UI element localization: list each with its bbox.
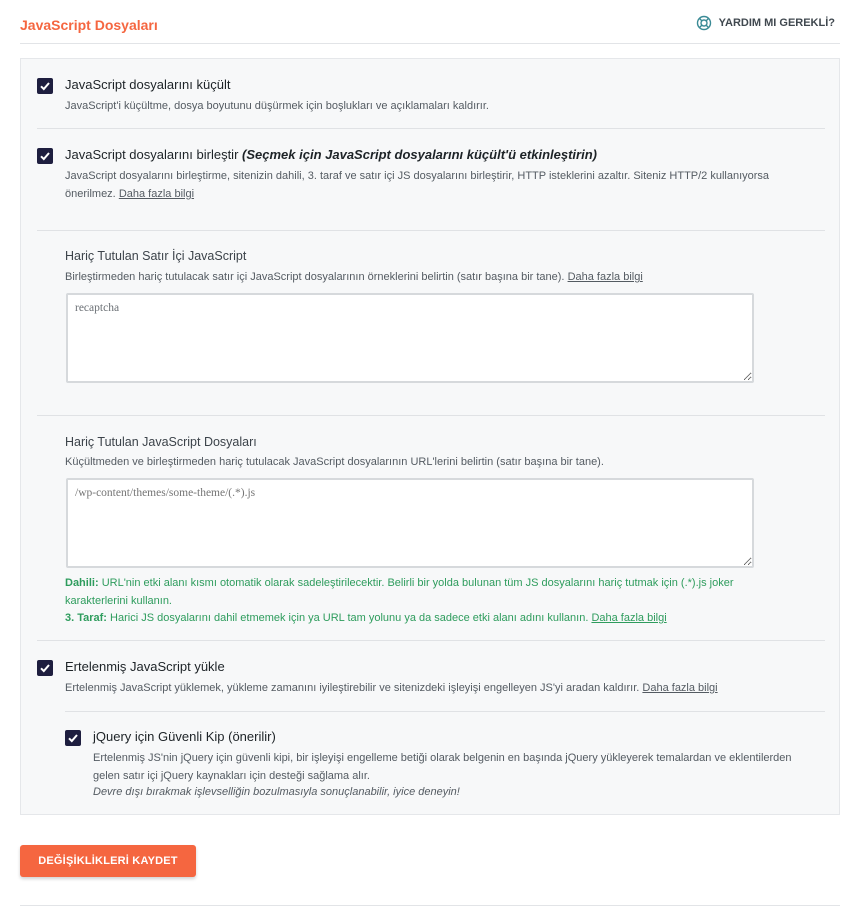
divider (37, 230, 825, 231)
internal-note-text: URL'nin etki alanı kısmı otomatik olarak sadeleştirilecektir. Belirli bir yolda bulunan tüm JS dosyalarını hariç tutmak için (.*).js joker karakterlerini kullanın. (65, 577, 734, 607)
internal-note-label: Dahili: (65, 577, 99, 589)
divider (65, 711, 825, 712)
help-label: YARDIM MI GEREKLİ? (718, 17, 835, 29)
help-link[interactable] (696, 15, 835, 31)
checkmark-icon (39, 150, 51, 162)
checkmark-icon (39, 80, 51, 92)
excluded-inline-description (65, 268, 805, 286)
excluded-files-description: Küçültmeden ve birleştirmeden hariç tutulacak JavaScript dosyalarının URL'lerini belirtin (satır başına bir tane). (65, 456, 604, 468)
defer-description-text: Ertelenmiş JavaScript yüklemek, yükleme zamanını iyileştirebilir ve sitenizdeki işleyişi engelleyen JS'yi aradan kaldırır. (65, 682, 640, 694)
minify-description: JavaScript'i küçültme, dosya boyutunu düşürmek için boşlukları ve açıklamaları kaldırır. (65, 100, 489, 112)
excluded-inline-description-text: Birleştirmeden hariç tutulacak satır içi JavaScript dosyalarının örneklerini belirtin (satır başına bir tane). (65, 271, 565, 283)
excluded-inline-more-info-link[interactable]: Daha fazla bilgi (567, 271, 643, 283)
excluded-files-title: Hariç Tutulan JavaScript Dosyaları (65, 435, 257, 449)
divider (37, 128, 825, 129)
excluded-files-textarea[interactable] (66, 478, 754, 568)
checkmark-icon (39, 662, 51, 674)
lifebuoy-icon (696, 15, 712, 31)
section-header (20, 0, 840, 44)
footer-divider (20, 905, 840, 906)
minify-label[interactable]: JavaScript dosyalarını küçült (65, 77, 231, 92)
excluded-files-3rd-note (65, 609, 805, 627)
defer-checkbox[interactable] (37, 660, 53, 676)
jquery-safe-label[interactable]: jQuery için Güvenli Kip (önerilir) (93, 729, 276, 744)
divider (37, 415, 825, 416)
third-party-note-text: Harici JS dosyalarını dahil etmemek için ya URL tam yolunu ya da sadece etki alanı adını kullanın. (110, 612, 589, 624)
defer-description (65, 679, 825, 697)
combine-label: JavaScript dosyalarını birleştir (65, 147, 239, 162)
excluded-inline-textarea[interactable] (66, 293, 754, 383)
combine-checkbox[interactable] (37, 148, 53, 164)
divider (37, 640, 825, 641)
defer-more-info-link[interactable]: Daha fazla bilgi (642, 682, 718, 694)
section-title: JavaScript Dosyaları (20, 17, 158, 33)
minify-checkbox[interactable] (37, 78, 53, 94)
combine-label-row[interactable] (65, 147, 597, 162)
third-party-note-label: 3. Taraf: (65, 612, 107, 624)
combine-label-note: (Seçmek için JavaScript dosyalarını küçült'ü etkinleştirin) (242, 147, 597, 162)
defer-label[interactable]: Ertelenmiş JavaScript yükle (65, 659, 225, 674)
checkmark-icon (67, 732, 79, 744)
save-changes-button[interactable]: DEĞİŞİKLİKLERİ KAYDET (20, 845, 196, 877)
combine-more-info-link[interactable]: Daha fazla bilgi (118, 188, 195, 200)
combine-description-text: JavaScript dosyalarını birleştirme, sitenizin dahili, 3. taraf ve satır içi JS dosyalarını birleştirir, HTTP isteklerini azaltır. Siteniz HTTP/2 kullanıyorsa önerilmez. (65, 170, 770, 200)
combine-description (65, 167, 805, 203)
excluded-inline-title: Hariç Tutulan Satır İçi JavaScript (65, 249, 247, 263)
jquery-safe-description: Ertelenmiş JS'nin jQuery için güvenli kipi, bir işleyişi engelleme betiği olarak belgenin en başında jQuery yükleyerek temalardan ve eklentilerden gelen satır içi jQuery kaynakları için desteği sağlama alır. (93, 752, 792, 782)
jquery-safe-checkbox[interactable] (65, 730, 81, 746)
excluded-files-internal-note (65, 574, 795, 610)
js-files-panel (20, 58, 840, 815)
excluded-files-more-info-link[interactable]: Daha fazla bilgi (591, 612, 667, 624)
jquery-safe-warning: Devre dışı bırakmak işlevselliğin bozulmasıyla sonuçlanabilir, iyice deneyin! (93, 786, 460, 798)
